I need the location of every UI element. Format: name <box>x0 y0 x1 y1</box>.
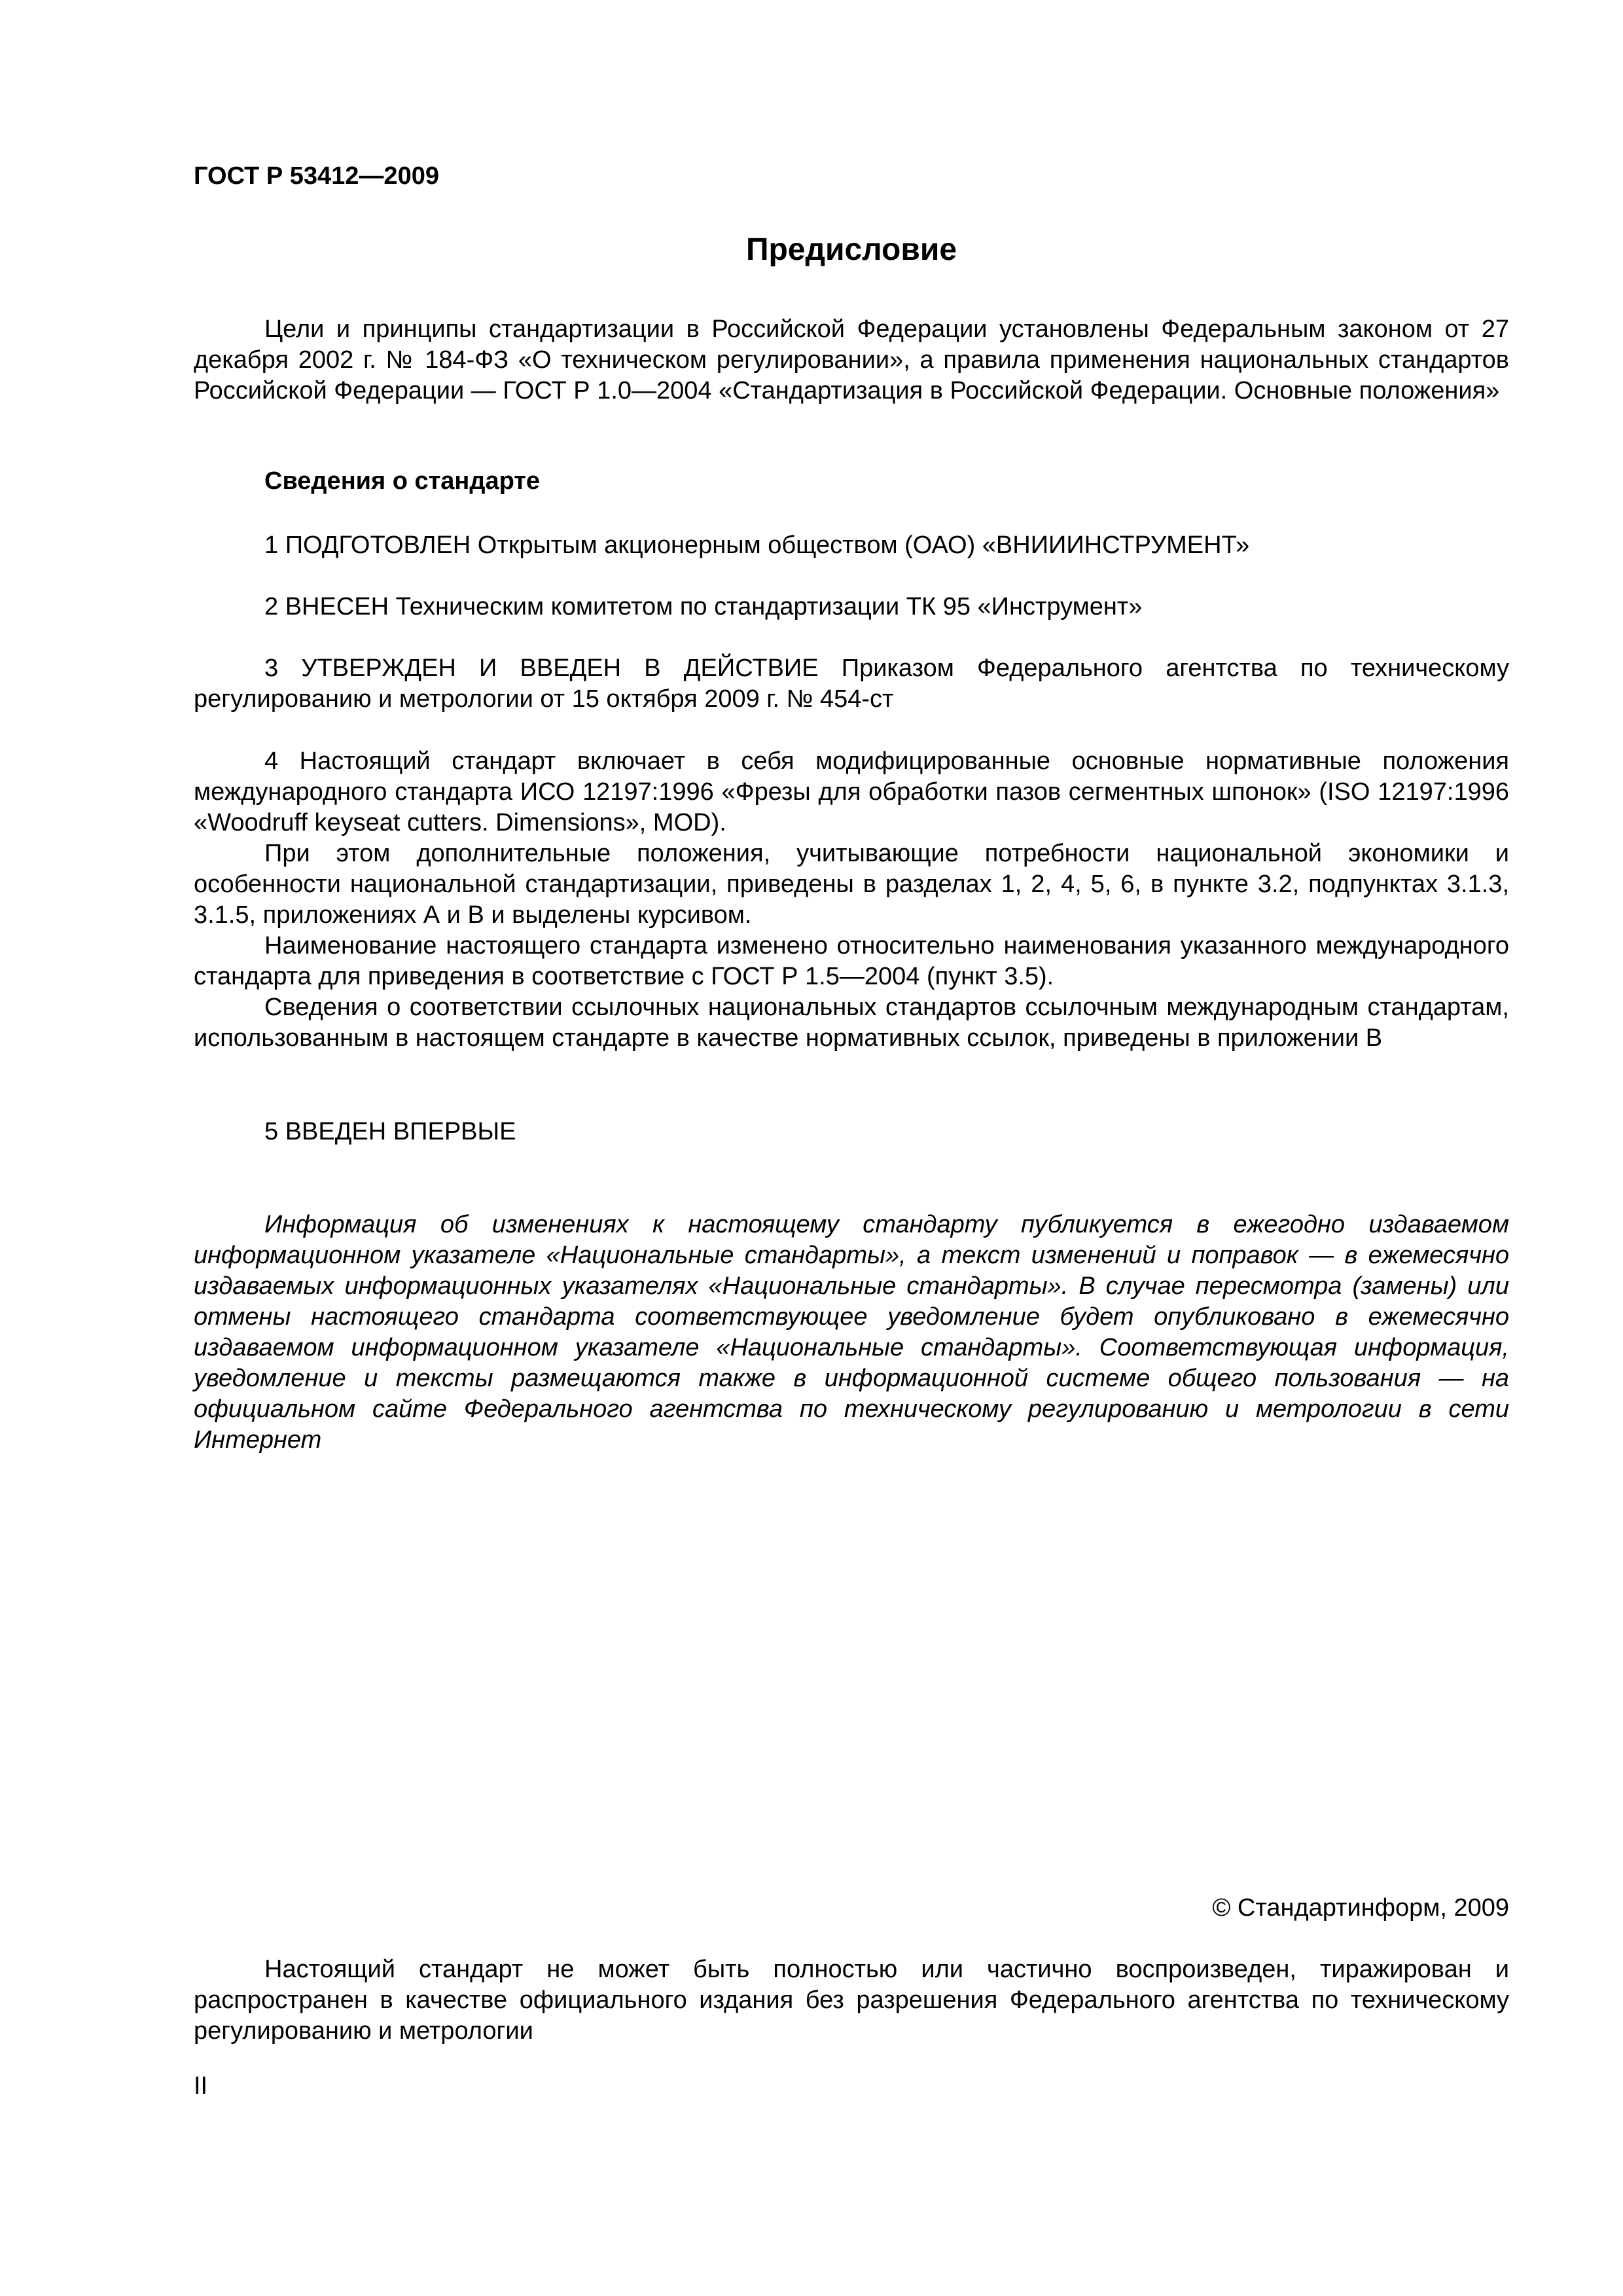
item-4-paragraph-3: Наименование настоящего стандарта изменено относительно наименования указанного международного стандарта для приведения в соответствие с ГОСТ Р 1.5—2004 (пункт 3.5). <box>194 932 1509 990</box>
legal-notice: Настоящий стандарт не может быть полностью или частично воспроизведен, тиражирован и распространен в качестве официального издания без разрешения Федерального агентства по техническому регулированию и метрологии <box>194 1956 1509 2045</box>
intro-paragraph: Цели и принципы стандартизации в Российской Федерации установлены Федеральным законом от 27 декабря 2002 г. № 184-ФЗ «О техническом регулировании», а правила применения национальных стандартов Российской Федерации — ГОСТ Р 1.0—2004 «Стандартизация в Российской Федерации. Основные положения» <box>194 315 1509 404</box>
item-5: 5 ВВЕДЕН ВПЕРВЫЕ <box>264 1118 516 1145</box>
page-title: Предисловие <box>745 232 957 267</box>
item-4-paragraph-1: 4 Настоящий стандарт включает в себя модифицированные основные нормативные положения международного стандарта ИСО 12197:1996 «Фрезы для обработки пазов сегментных шпонок» (ISO 12197:1996 «Woodruff keyseat cutters. Dimensions», MOD). <box>194 747 1509 836</box>
item-2: 2 ВНЕСЕН Техническим комитетом по стандартизации ТК 95 «Инструмент» <box>264 593 1143 620</box>
item-4-paragraph-4: Сведения о соответствии ссылочных национальных стандартов ссылочным международным стандартам, использованным в настоящем стандарте в качестве нормативных ссылок, приведены в приложении В <box>194 994 1509 1052</box>
standard-code-header: ГОСТ Р 53412—2009 <box>194 162 439 190</box>
item-4-block <box>194 746 1509 1054</box>
notice-paragraph: Информация об изменениях к настоящему стандарту публикуется в ежегодно издаваемом информационном указателе «Национальные стандарты», а текст изменений и поправок — в ежемесячно издаваемых информационных указателях «Национальные стандарты». В случае пересмотра (замены) или отмены настоящего стандарта соответствующее уведомление будет опубликовано в ежемесячно издаваемом информационном указателе «Национальные стандарты». Соответствующая информация, уведомление и тексты размещаются также в информационной системе общего пользования — на официальном сайте Федерального агентства по техническому регулированию и метрологии в сети Интернет <box>194 1211 1509 1454</box>
item-4-paragraph-2: При этом дополнительные положения, учитывающие потребности национальной экономики и особенности национальной стандартизации, приведены в разделах 1, 2, 4, 5, 6, в пункте 3.2, подпунктах 3.1.3, 3.1.5, приложениях А и В и выделены курсивом. <box>194 840 1509 929</box>
item-3: 3 УТВЕРЖДЕН И ВВЕДЕН В ДЕЙСТВИЕ Приказом Федерального агентства по техническому регулированию и метрологии от 15 октября 2009 г. № 454-ст <box>194 655 1509 713</box>
copyright-line: © Стандартинформ, 2009 <box>1212 1894 1509 1922</box>
info-heading: Сведения о стандарте <box>264 467 541 495</box>
page-number: II <box>194 2072 208 2100</box>
item-1: 1 ПОДГОТОВЛЕН Открытым акционерным обществом (ОАО) «ВНИИИНСТРУМЕНТ» <box>264 531 1250 559</box>
